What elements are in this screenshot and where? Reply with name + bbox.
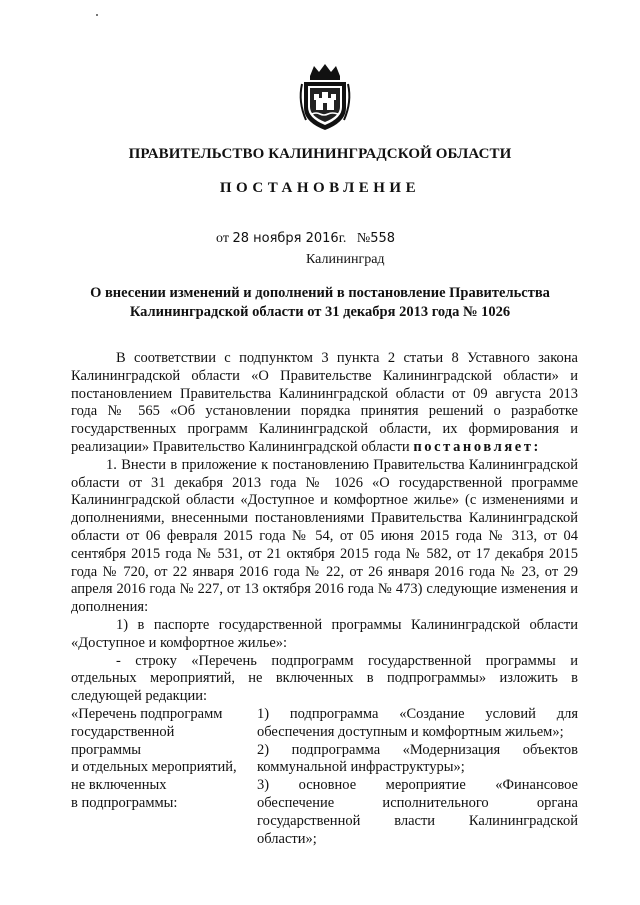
resolves-word: постановляет: bbox=[413, 438, 541, 455]
left-line: государственной bbox=[71, 723, 175, 740]
coat-of-arms-icon bbox=[296, 62, 354, 132]
number-prefix: № bbox=[356, 231, 371, 246]
subject-line-2: Калининградской области от 31 декабря 2013 года № 1026 bbox=[129, 304, 511, 320]
subprogram-item: 2) подпрограмма «Модернизация объектов коммунальной инфраструктуры»; bbox=[257, 741, 578, 776]
sub-item-1-paragraph: 1) в паспорте государственной программы Калининградской области «Доступное и комфортное жилье»: bbox=[71, 616, 578, 651]
left-line: «Перечень подпрограмм bbox=[71, 705, 223, 722]
item-1-paragraph: 1. Внести в приложение к постановлению Правительства Калининградской области от 31 декабря 2013 года № 1026 «О государственной программе Калининградской области «Доступное и комфортное жилье» (с изменениями и дополнениями, внесенными постановлениями Правительства Калининградской области от 06 февраля 2015 года № 54, от 05 июня 2015 года № 313, от 04 сентября 2015 года № 531, от 21 октября 2015 года № 582, от 17 декабря 2015 года № 720, от 22 января 2016 года № 22, от 26 января 2016 года № 23, от 29 апреля 2016 года № 227, от 13 октября 2016 года № 473) следующие изменения и дополнения: bbox=[71, 456, 578, 616]
table-right-column bbox=[257, 706, 578, 848]
left-line: программы bbox=[71, 741, 141, 758]
decree-body bbox=[71, 350, 578, 848]
dash-paragraph: - строку «Перечень подпрограмм государственной программы и отдельных мероприятий, не включенных в подпрограммы» изложить в следующей редакции: bbox=[71, 652, 578, 705]
city-name: Калининград bbox=[306, 252, 385, 267]
left-line: и отдельных мероприятий, bbox=[71, 759, 237, 776]
preamble-paragraph: В соответствии с подпунктом 3 пункта 2 статьи 8 Уставного закона Калининградской области «О Правительстве Калининградской области» и постановлением Правительства Калининградской области от 09 августа 2013 года № 565 «Об установлении порядка принятия решений о разработке государственных программ Калининградской области, их формирования и реализации» Правительство Калининградской области bbox=[71, 350, 578, 455]
government-title: ПРАВИТЕЛЬСТВО КАЛИНИНГРАДСКОЙ ОБЛАСТИ bbox=[128, 146, 512, 162]
date-prefix: от bbox=[216, 231, 229, 246]
decree-date: 28 ноября 2016 bbox=[232, 231, 339, 246]
decree-number: 558 bbox=[370, 231, 396, 246]
decree-title: ПОСТАНОВЛЕНИЕ bbox=[219, 180, 421, 196]
scan-speck bbox=[96, 14, 98, 16]
decree-subject bbox=[0, 284, 640, 322]
table-left-column bbox=[71, 706, 257, 848]
left-line: не включенных bbox=[71, 777, 167, 794]
programs-table bbox=[71, 706, 578, 848]
date-suffix: г. bbox=[338, 231, 347, 246]
left-line: в подпрограммы: bbox=[71, 794, 178, 811]
subject-line-1: О внесении изменений и дополнений в постановление Правительства bbox=[90, 285, 550, 301]
subprogram-item: 3) основное мероприятие «Финансовое обеспечение исполнительного органа государственной власти Калининградской области»; bbox=[257, 777, 578, 847]
decree-date-line bbox=[216, 231, 395, 247]
subprogram-item: 1) подпрограмма «Создание условий для обеспечения доступным и комфортным жильем»; bbox=[257, 705, 578, 740]
